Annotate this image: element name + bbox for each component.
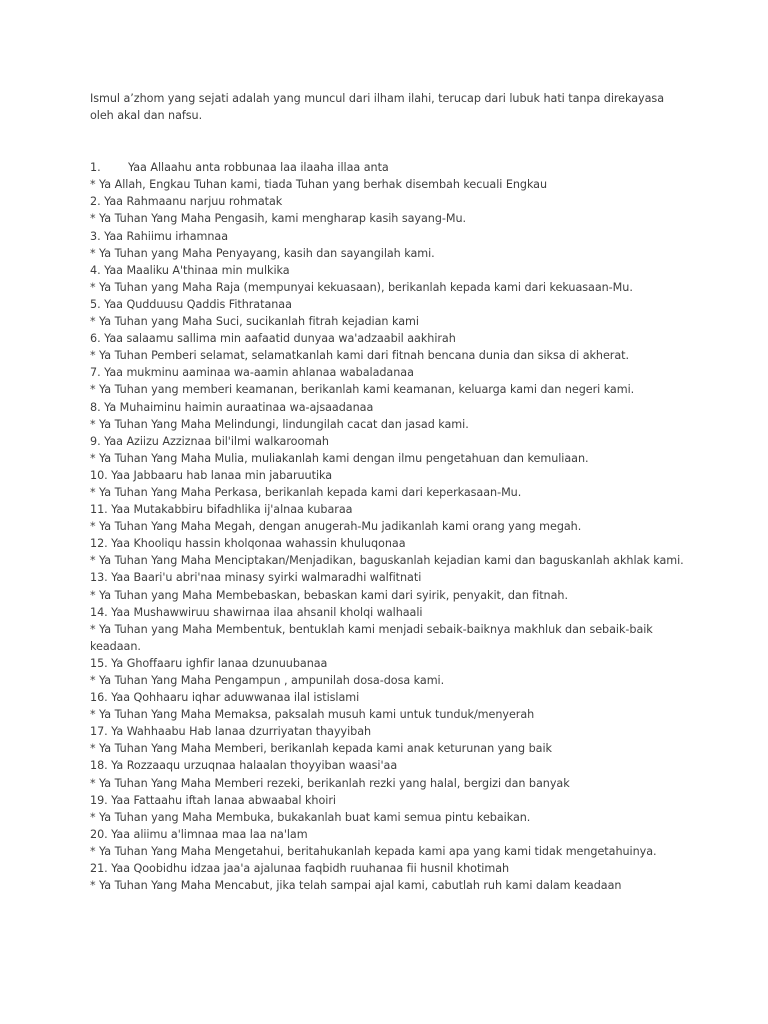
list-item: 12. Yaa Khooliqu hassin kholqonaa wahassin khuluqonaa	[90, 537, 406, 551]
list-item: * Ya Tuhan yang memberi keamanan, berikanlah kami keamanan, keluarga kami dan negeri kami.	[90, 383, 635, 397]
list-item: * Ya Tuhan Yang Maha Megah, dengan anugerah-Mu jadikanlah kami orang yang megah.	[90, 520, 582, 534]
list-item: 7. Yaa mukminu aaminaa wa-aamin ahlanaa wabaladanaa	[90, 366, 414, 380]
list-item: * Ya Allah, Engkau Tuhan kami, tiada Tuhan yang berhak disembah kecuali Engkau	[90, 178, 548, 192]
list-item: * Ya Tuhan Yang Maha Memberi rezeki, berikanlah rezki yang halal, bergizi dan banyak	[90, 776, 570, 790]
list-item: * Ya Tuhan yang Maha Membebaskan, bebaskan kami dari syirik, penyakit, dan fitnah.	[90, 588, 568, 602]
list-item: 14. Yaa Mushawwiruu shawirnaa ilaa ahsanil kholqi walhaali	[90, 605, 423, 619]
intro-paragraph: Ismul a’zhom yang sejati adalah yang muncul dari ilham ilahi, terucap dari lubuk hati tanpa direkayasa oleh akal dan nafsu.	[90, 92, 665, 123]
list-item: 11. Yaa Mutakabbiru bifadhlika ij'alnaa kubaraa	[90, 503, 353, 517]
list-item: * Ya Tuhan yang Maha Raja (mempunyai kekuasaan), berikanlah kepada kami dari kekuasaan-Mu.	[90, 280, 633, 294]
list-item: * Ya Tuhan yang Maha Membentuk, bentuklah kami menjadi sebaik-baiknya makhluk dan sebaik-baik keadaan.	[90, 622, 653, 653]
list-item: 8. Ya Muhaiminu haimin auraatinaa wa-ajsaadanaa	[90, 400, 374, 414]
list-item: * Ya Tuhan Pemberi selamat, selamatkanlah kami dari fitnah bencana dunia dan siksa di akherat.	[90, 349, 629, 363]
list-item: * Ya Tuhan yang Maha Penyayang, kasih dan sayangilah kami.	[90, 246, 435, 260]
list-item: * Ya Tuhan Yang Maha Memaksa, paksalah musuh kami untuk tunduk/menyerah	[90, 708, 535, 722]
list-item: 2. Yaa Rahmaanu narjuu rohmatak	[90, 195, 283, 209]
list-item: 15. Ya Ghoffaaru ighfir lanaa dzunuubanaa	[90, 656, 328, 670]
list-item: 3. Yaa Rahiimu irhamnaa	[90, 229, 229, 243]
list-item: * Ya Tuhan Yang Maha Pengampun , ampunilah dosa-dosa kami.	[90, 674, 445, 687]
list-item-text: Yaa Allaahu anta robbunaa laa ilaaha illaa anta	[128, 161, 389, 175]
list-item: * Ya Tuhan Yang Maha Melindungi, lindungilah cacat dan jasad kami.	[90, 417, 469, 431]
list-item: * Ya Tuhan yang Maha Suci, sucikanlah fitrah kejadian kami	[90, 315, 419, 329]
list-item: * Ya Tuhan Yang Maha Mencabut, jika telah sampai ajal kami, cabutlah ruh kami dalam keadaan	[90, 879, 622, 893]
list-item: 5. Yaa Qudduusu Qaddis Fithratanaa	[90, 297, 292, 311]
list-item: 19. Yaa Fattaahu iftah lanaa abwaabal khoiri	[90, 793, 336, 807]
list-item: 6. Yaa salaamu sallima min aafaatid dunyaa wa'adzaabil aakhirah	[90, 332, 456, 346]
list-item: 17. Ya Wahhaabu Hab lanaa dzurriyatan thayyibah	[90, 725, 372, 739]
list-item: * Ya Tuhan yang Maha Membuka, bukakanlah buat kami semua pintu kebaikan.	[90, 810, 531, 824]
list-item: * Ya Tuhan Yang Maha Perkasa, berikanlah kepada kami dari keperkasaan-Mu.	[90, 485, 522, 499]
list-item: 21. Yaa Qoobidhu idzaa jaa'a ajalunaa faqbidh ruuhanaa fii husnil khotimah	[90, 862, 510, 876]
list-item: 20. Yaa aliimu a'limnaa maa laa na'lam	[90, 827, 308, 841]
list-item: * Ya Tuhan Yang Maha Pengasih, kami mengharap kasih sayang-Mu.	[90, 212, 467, 226]
list-item: * Ya Tuhan Yang Maha Mulia, muliakanlah kami dengan ilmu pengetahuan dan kemuliaan.	[90, 451, 589, 465]
document-body	[90, 90, 690, 894]
list-item: 10. Yaa Jabbaaru hab lanaa min jabaruutika	[90, 468, 333, 482]
list-item: 16. Yaa Qohhaaru iqhar aduwwanaa ilal istislami	[90, 691, 360, 705]
list-item	[90, 159, 690, 176]
list-item: 18. Ya Rozzaaqu urzuqnaa halaalan thoyyiban waasi'aa	[90, 759, 398, 773]
list-item: 13. Yaa Baari'u abri'naa minasy syirki walmaradhi walfitnati	[90, 571, 422, 585]
list-item: 9. Yaa Aziizu Azziznaa bil'ilmi walkaroomah	[90, 434, 329, 448]
list-item: * Ya Tuhan Yang Maha Mengetahui, beritahukanlah kepada kami apa yang kami tidak mengetahuinya.	[90, 844, 657, 858]
list-item-number: 1.	[90, 161, 101, 175]
list-item: * Ya Tuhan Yang Maha Memberi, berikanlah kepada kami anak keturunan yang baik	[90, 742, 552, 756]
prayer-list	[90, 176, 690, 894]
list-item: * Ya Tuhan Yang Maha Menciptakan/Menjadikan, baguskanlah kejadian kami dan baguskanlah akhlak kami.	[90, 554, 684, 568]
list-item: 4. Yaa Maaliku A'thinaa min mulkika	[90, 263, 290, 277]
